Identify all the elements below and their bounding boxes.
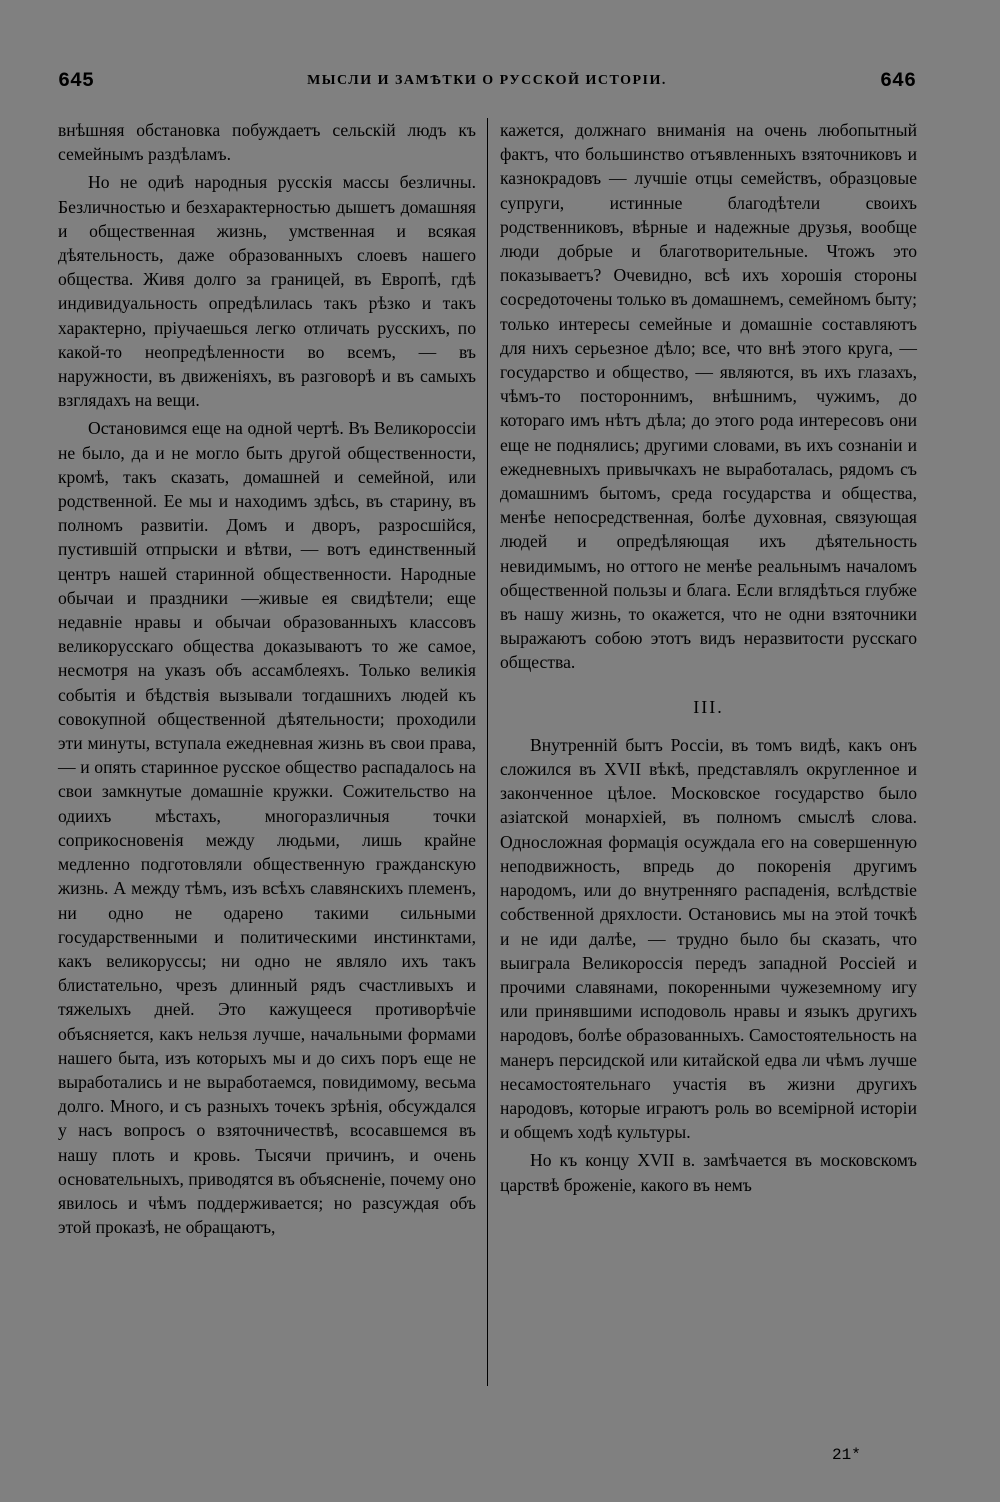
section-heading: III. xyxy=(693,696,724,717)
printer-signature-mark: 21* xyxy=(832,1446,861,1464)
paragraph: Остановимся еще на одной чертѣ. Въ Великороссіи не было, да и не могло быть другой общественности, кромѣ, такъ сказать, домашней и семейной, или родственной. Ее мы и находимъ здѣсь, въ старину, въ полномъ развитіи. Домъ и дворъ, разросшійся, пустившій отпрыски и вѣтви, — вотъ единственный центръ нашей старинной общественности. Народные обычаи и праздники —живые ея свидѣтели; еще недавніе нравы и обычаи образованныхъ классовъ великорусскаго общества доказываютъ то же самое, несмотря на указъ объ ассамблеяхъ. Только великія событія и бѣдствія вызывали тогдашнихъ людей къ совокупной общественной дѣятельности; проходили эти минуты, вступала ежедневная жизнь въ свои права, — и опять старинное русское общество распадалось на свои замкнутые домашніе кружки. Сожительство на одиихъ мѣстахъ, многоразличныя точки соприкосновенія между людьми, лишь крайне медленно подготовляли общественную гражданскую жизнь. А между тѣмъ, изъ всѣхъ славянскихъ племенъ, ни одно не одарено такими сильными государственными и политическими инстинктами, какъ великоруссы; ни одно не являло ихъ такъ блистательно, чрезъ длинный рядъ счастливыхъ и тяжелыхъ дней. Это кажущееся противорѣчіе объясняется, какъ нельзя лучше, начальными формами нашего быта, изъ которыхъ мы и до сихъ поръ еще не выработались и не выработаемся, повидимому, весьма долго. Много, и съ разныхъ точекъ зрѣнія, обсуждался у насъ вопросъ о взяточничествѣ, всосавшемся въ нашу плоть и кровь. Тысячи причинъ, и очень основательныхъ, приводятся въ объясненіе, почему оно явилось и чѣмъ поддерживается; но разсуждая объ этой проказѣ, не обращаютъ, xyxy=(58,418,476,1238)
paragraph-continued: кажется, должнаго вниманія на очень любопытный фактъ, что большинство отъявленныхъ взяточниковъ и казнокрадовъ — лучшіе отцы семействъ, образцовые супруги, истинные благодѣтели своихъ родственниковъ, вѣрные и надежные друзья, вообще люди добрые и благотворительные. Чтожъ это показываетъ? Очевидно, всѣ ихъ хорошія стороны сосредоточены только въ домашнемъ, семейномъ быту; только интересы семейные и домашніе составляютъ для нихъ серьезное дѣло; все, что внѣ этого круга, — государство и общество, — являются, въ ихъ глазахъ, чѣмъ-то постороннимъ, внѣшнимъ, чужимъ, до котораго имъ нѣтъ дѣла; до этого рода интересовъ они еще не поднялись; другими словами, въ ихъ сознаніи и ежедневныхъ привычкахъ не выработалась, рядомъ съ домашнимъ бытомъ, среда государства и общества, менѣе непосредственная, болѣе духовная, связующая людей и опредѣляющая ихъ дѣятельность невидимымъ, но оттого не менѣе реальнымъ началомъ общественной пользы и блага. Если вглядѣться глубже въ нашу жизнь, то окажется, что не одни взяточники выражаютъ собою этотъ видъ неразвитости русскаго общества. xyxy=(500,120,917,673)
paragraph: Но къ концу XVII в. замѣчается въ московскомъ царствѣ броженіе, какого въ немъ xyxy=(500,1150,917,1195)
running-title: МЫСЛИ И ЗАМѢТКИ О РУССКОЙ ИСТОРІИ. xyxy=(307,73,667,88)
column-divider xyxy=(487,118,488,1386)
page-number-left: 645 xyxy=(58,70,95,93)
paragraph-continued: внѣшняя обстановка побуждаетъ сельскій людъ къ семейнымъ раздѣламъ. xyxy=(58,120,476,165)
paragraph: Внутренній бытъ Россіи, въ томъ видѣ, какъ онъ сложился въ XVII вѣкѣ, представлялъ округленное и законченное цѣлое. Московское государство было азіатской монархіей, въ полномъ смыслѣ слова. Односложная формація осуждала его на совершенную неподвижность, впредь до покоренія другимъ народомъ, или до внутренняго распаденія, вслѣдствіе собственной дряхлости. Остановись мы на этой точкѣ и не иди далѣе, — трудно было бы сказать, что выиграла Великороссія передъ западной Россіей и прочими славянами, покоренными чужеземному игу или принявшими исподоволь нравы и языкъ другихъ народовъ, болѣе образованныхъ. Самостоятельность на манеръ персидской или китайской едва ли чѣмъ лучше несамостоятельнаго участія въ жизни другихъ народовъ, которые играютъ роль во всемірной исторіи и общемъ ходѣ культуры. xyxy=(500,734,917,1143)
running-header xyxy=(58,70,916,94)
paragraph: Но не одиѣ народныя русскія массы безличны. Безличностью и безхарактерностью дышетъ домашняя и общественная жизнь, умственная и всякая дѣятельность, даже образованныхъ слоевъ нашего общества. Живя долго за границей, въ Европѣ, гдѣ индивидуальность опредѣлилась такъ рѣзко и такъ характерно, пріучаешься легко отличать русскихъ, по какой-то неопредѣленности во всемъ, — въ наружности, въ движеніяхъ, въ разговорѣ и въ самыхъ взглядахъ на вещи. xyxy=(58,172,476,411)
page-number-right: 646 xyxy=(879,70,916,93)
right-column xyxy=(500,118,917,1201)
left-column xyxy=(58,118,476,1243)
